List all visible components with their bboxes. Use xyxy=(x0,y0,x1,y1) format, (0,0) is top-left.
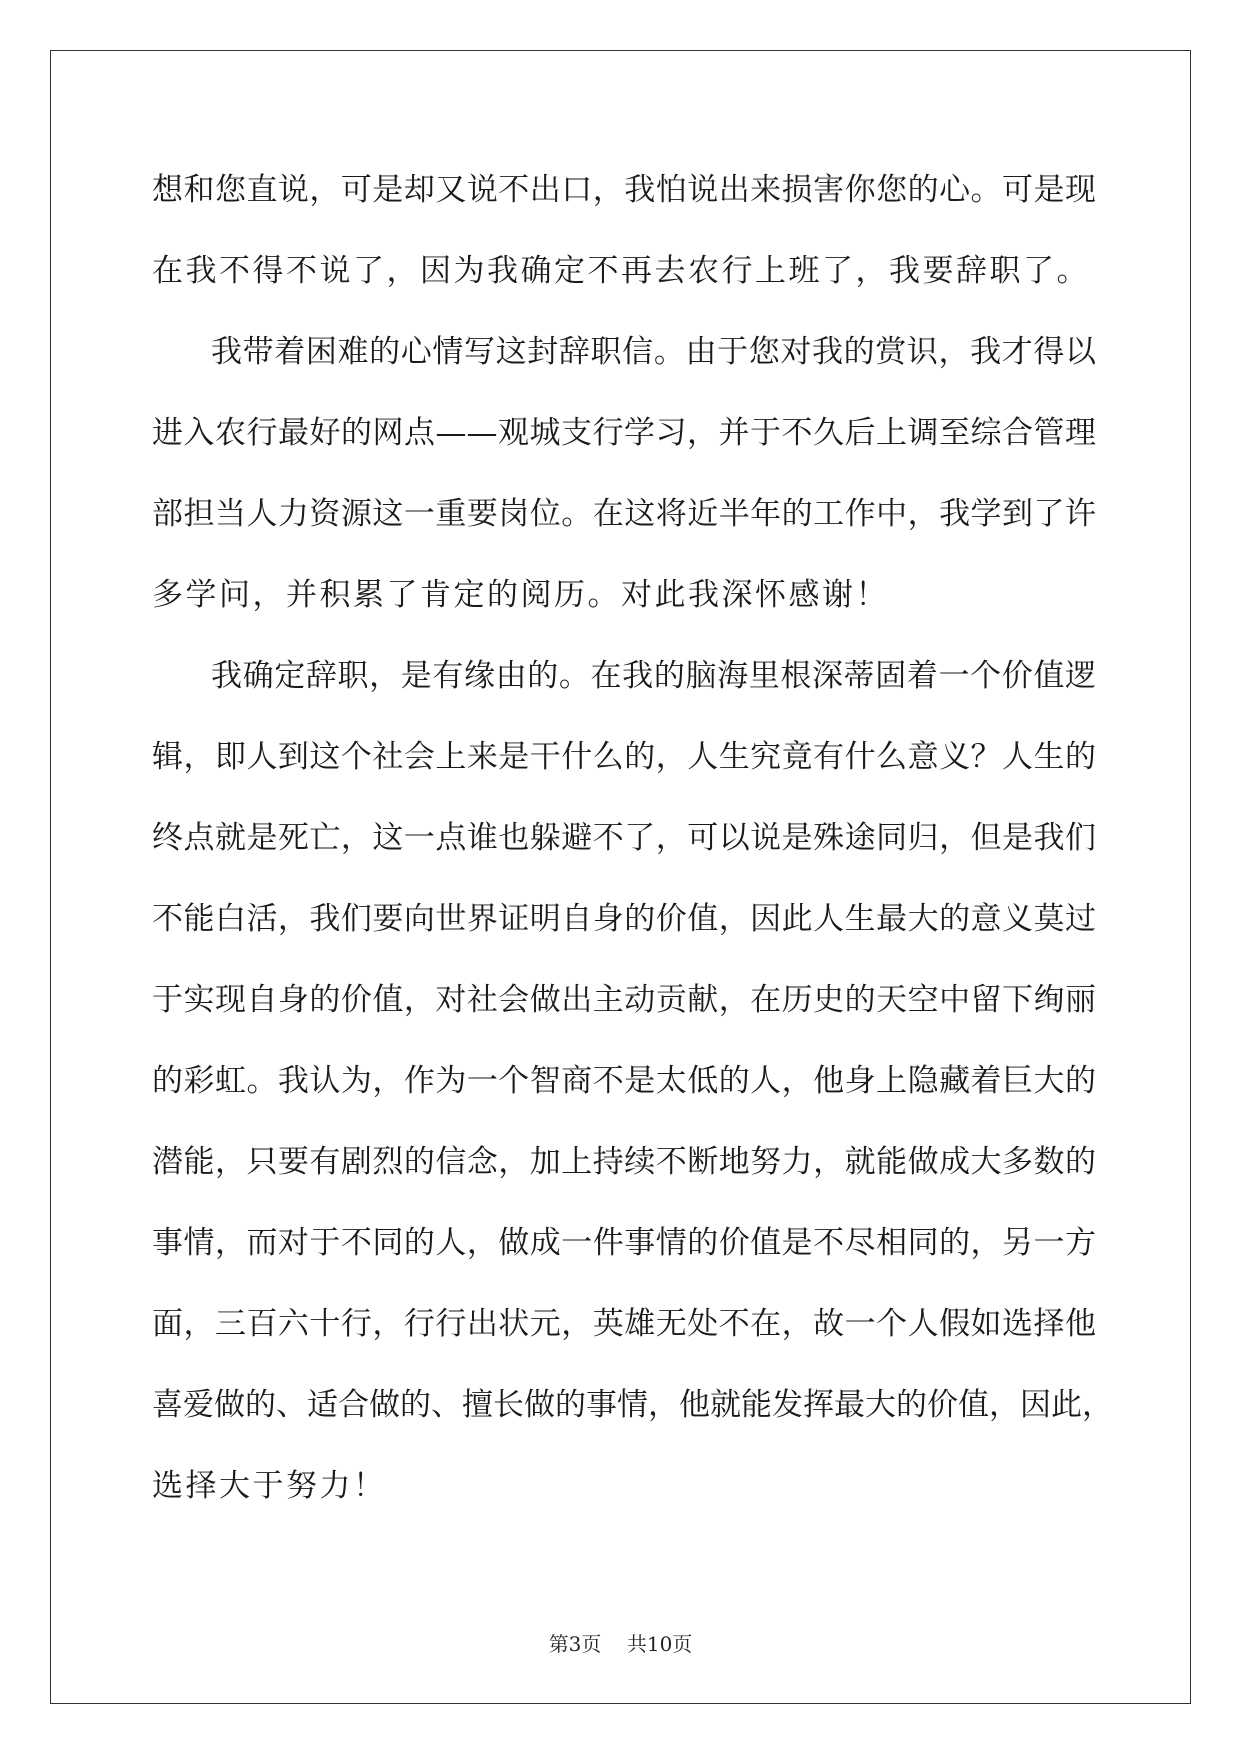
page-total: 共10页 xyxy=(626,1632,693,1656)
text-line: 我带着困难的心情写这封辞职信。由于您对我的赏识，我才得以 xyxy=(211,334,1096,370)
text-line: 的彩虹。我认为，作为一个智商不是太低的人，他身上隐藏着巨大的 xyxy=(152,1063,1096,1099)
text-line: 不能白活，我们要向世界证明自身的价值，因此人生最大的意义莫过 xyxy=(152,901,1096,937)
text-line: 事情，而对于不同的人，做成一件事情的价值是不尽相同的，另一方 xyxy=(152,1225,1096,1261)
text-line: 潜能，只要有剧烈的信念，加上持续不断地努力，就能做成大多数的 xyxy=(152,1144,1096,1180)
text-line: 部担当人力资源这一重要岗位。在这将近半年的工作中，我学到了许 xyxy=(152,496,1096,532)
text-line: 选择大于努力！ xyxy=(152,1468,387,1504)
text-line: 多学问，并积累了肯定的阅历。对此我深怀感谢！ xyxy=(152,577,889,613)
page-footer xyxy=(0,1628,1241,1657)
text-line: 辑，即人到这个社会上来是干什么的，人生究竟有什么意义？人生的 xyxy=(152,739,1096,775)
text-line: 喜爱做的、适合做的、擅长做的事情，他就能发挥最大的价值，因此， xyxy=(152,1387,1113,1423)
text-line: 在我不得不说了，因为我确定不再去农行上班了，我要辞职了。 xyxy=(152,253,1090,289)
text-line: 面，三百六十行，行行出状元，英雄无处不在，故一个人假如选择他 xyxy=(152,1306,1096,1342)
text-line: 我确定辞职，是有缘由的。在我的脑海里根深蒂固着一个价值逻 xyxy=(211,658,1096,694)
text-line: 想和您直说，可是却又说不出口，我怕说出来损害你您的心。可是现 xyxy=(152,172,1096,208)
text-line: 终点就是死亡，这一点谁也躲避不了，可以说是殊途同归，但是我们 xyxy=(152,820,1096,856)
text-line: 进入农行最好的网点——观城支行学习，并于不久后上调至综合管理 xyxy=(152,415,1096,451)
page-number: 第3页 xyxy=(548,1632,602,1656)
document-body xyxy=(152,150,1113,1527)
text-line: 于实现自身的价值，对社会做出主动贡献，在历史的天空中留下绚丽 xyxy=(152,982,1096,1018)
